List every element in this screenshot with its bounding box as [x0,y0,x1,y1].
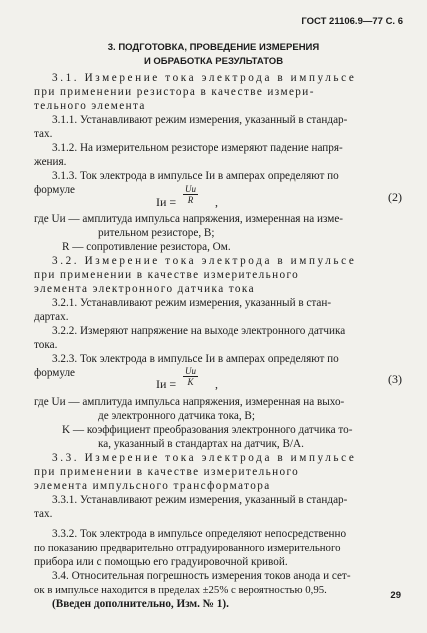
paragraph-3-1-3-cont: формуле [34,184,75,196]
formula-2-numerator: Uи [185,184,196,194]
definition-u-1-cont: рительном резисторе, В; [98,227,215,239]
paragraph-3-1-heading-end: тельного элемента [34,100,146,112]
formula-2-fraction [183,184,198,205]
formula-3-denominator: K [187,377,194,387]
paragraph-3-1-3: 3.1.3. Ток электрода в импульсе Iи в амперах определяют по [52,170,339,182]
formula-2-denominator: R [187,195,194,205]
definition-u-2-cont: де электронного датчика тока, В; [98,410,256,422]
paragraph-3-2-2: 3.2.2. Измеряют напряжение на выходе электронного датчика [52,325,346,337]
page-header: ГОСТ 21106.9—77 С. 6 [301,16,403,27]
definition-k: K — коэффициент преобразования электронного датчика то- [62,424,353,436]
formula-2-number: (2) [388,190,402,204]
paragraph-3-4-cont: ок в импульсе находится в пределах ±25% с вероятностью 0,95. [34,584,327,596]
paragraph-3-3-1: 3.3.1. Устанавливают режим измерения, указанный в стандар- [52,494,348,506]
formula-3-comma: , [215,377,218,391]
paragraph-3-3-heading-cont: при применении в качестве измерительного [34,466,300,478]
section-title-line-2: И ОБРАБОТКА РЕЗУЛЬТАТОВ [143,56,284,67]
paragraph-3-4: 3.4. Относительная погрешность измерения токов анода и сет- [52,570,351,582]
paragraph-3-2-1-cont: дартах. [34,311,69,323]
paragraph-3-1-1-cont: тах. [34,128,53,140]
page-number: 29 [390,590,401,601]
paragraph-3-2-heading-cont: при применении в качестве измерительного [34,269,300,281]
paragraph-3-2-3: 3.2.3. Ток электрода в импульсе Iи в амперах определяют по [52,353,339,365]
paragraph-3-3-1-cont: тах. [34,508,53,520]
paragraph-3-3-2: 3.3.2. Ток электрода в импульсе определяют непосредственно [52,528,347,540]
formula-3-fraction [183,366,198,387]
paragraph-3-2-3-cont: формуле [34,367,75,379]
definition-u-2: где Uи — амплитуда импульса напряжения, измеренная на выхо- [34,396,345,408]
paragraph-3-2-1: 3.2.1. Устанавливают режим измерения, указанный в стан- [52,297,332,309]
formula-3-number: (3) [388,372,402,386]
paragraph-3-3-heading: 3.3. Измерение тока электрода в импульсе [52,452,357,464]
definition-u-1: где Uи — амплитуда импульса напряжения, измеренная на изме- [34,213,344,225]
definition-r: R — сопротивление резистора, Ом. [62,241,231,253]
paragraph-3-1-heading: 3.1. Измерение тока электрода в импульсе [52,72,357,84]
paragraph-3-3-2-end: прибора или с помощью его градуировочной кривой. [34,556,288,568]
formula-3-lhs: Iи = [156,377,177,391]
paragraph-3-1-2-cont: жения. [34,156,67,168]
paragraph-3-2-heading-end: элемента электронного датчика тока [34,283,255,295]
paragraph-3-1-2: 3.1.2. На измерительном резисторе измеряют падение напря- [52,142,343,154]
paragraph-3-2-2-cont: тока. [34,339,58,351]
paragraph-3-3-2-cont: по показанию предварительно отградуированного измерительного [34,542,341,554]
definition-k-cont: ка, указанный в стандартах на датчик, В/А. [98,438,304,450]
formula-2-lhs: Iи = [156,195,177,209]
formula-2-comma: , [215,195,218,209]
formula-3-numerator: Uи [185,366,196,376]
section-title-line-1: 3. ПОДГОТОВКА, ПРОВЕДЕНИЕ ИЗМЕРЕНИЯ [107,42,320,53]
paragraph-3-2-heading: 3.2. Измерение тока электрода в импульсе [52,255,357,267]
paragraph-3-3-heading-end: элемента импульсного трансформатора [34,480,271,492]
paragraph-3-1-heading-cont: при применении резистора в качестве измери- [34,86,315,98]
amendment-note: (Введен дополнительно, Изм. № 1). [52,598,229,610]
paragraph-3-1-1: 3.1.1. Устанавливают режим измерения, указанный в стандар- [52,114,348,126]
